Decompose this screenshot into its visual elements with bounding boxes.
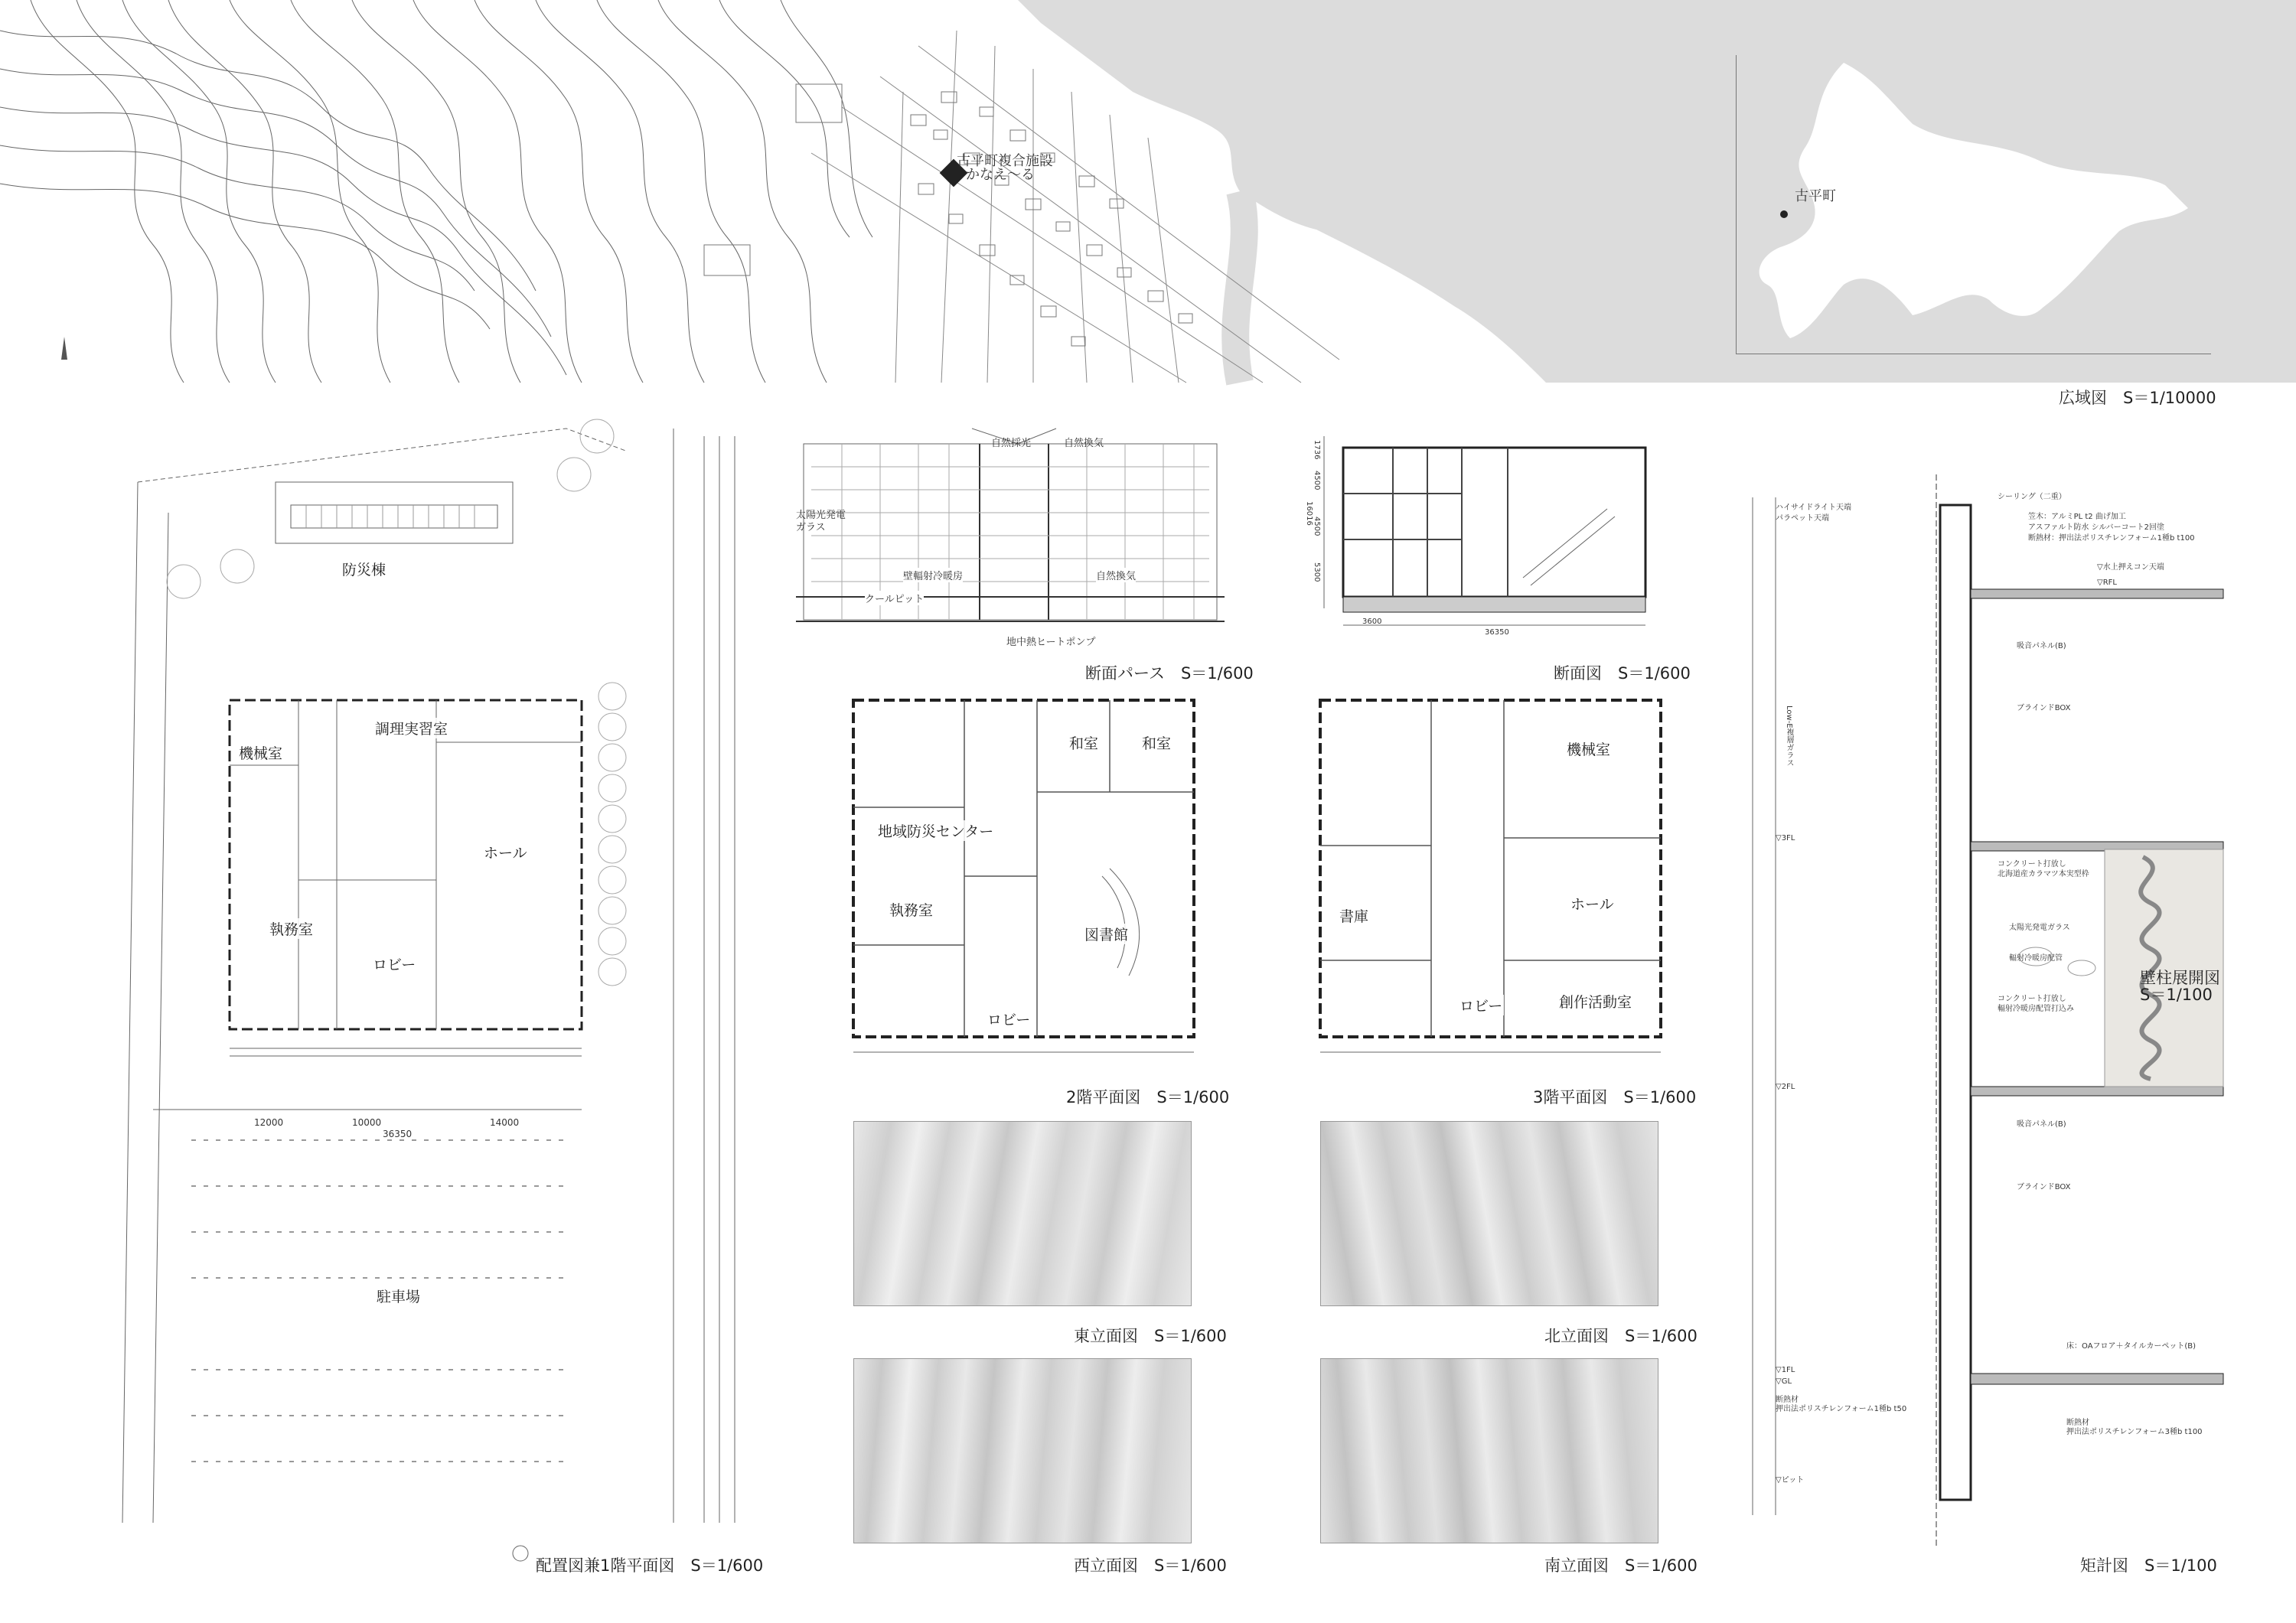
column-detail-scale: S＝1/100 [2140, 986, 2213, 1004]
west-elevation [853, 1358, 1192, 1543]
f2-office: 執務室 [888, 899, 934, 920]
detail-solar-glass: 太陽光発電ガラス [2009, 924, 2070, 932]
north-elev-title: 北立面図 S＝1/600 [1544, 1327, 1698, 1345]
detail-radiant-pipe: 輻射冷暖房配管 [2009, 954, 2063, 963]
detail-3fl: ▽3FL [1776, 834, 1795, 842]
hall-label: ホール [482, 842, 529, 862]
site-plan-svg [77, 406, 750, 1546]
floor3-svg [1316, 693, 1668, 1075]
sec-dim-bay: 3600 [1362, 618, 1382, 626]
f3-studio: 創作活動室 [1557, 991, 1633, 1012]
sec-dim-c: 5300 [1313, 562, 1321, 582]
detail-insul-2: 断熱材 [2066, 1419, 2089, 1427]
natural-vent-2-label: 自然換気 [1096, 568, 1136, 582]
site-dim-1: 12000 [254, 1117, 284, 1128]
f2-japanese-1: 和室 [1068, 732, 1100, 753]
site-dim-3: 14000 [490, 1117, 520, 1128]
lobby-label: ロビー [371, 953, 417, 974]
section-svg [1270, 425, 1668, 654]
detail-concrete-3: コンクリート打放し [1998, 995, 2066, 1003]
solar-glass-label-1: 太陽光発電 [796, 510, 846, 521]
detail-concrete-2: 北海道産カラマツ本実型枠 [1998, 870, 2089, 878]
detail-floor-finish: 床：OAフロア＋タイルカーペット(B) [2066, 1342, 2196, 1351]
east-elev-title: 東立面図 S＝1/600 [1074, 1327, 1227, 1345]
detail-concrete-1: コンクリート打放し [1998, 860, 2066, 869]
south-elevation [1320, 1358, 1658, 1543]
east-elevation [853, 1121, 1192, 1306]
detail-pit: ▽ピット [1776, 1476, 1805, 1484]
section-perspective-title: 断面パース S＝1/600 [1085, 664, 1254, 683]
detail-parapet: パラペット天端 [1776, 514, 1829, 523]
detail-insul-1: 断熱材 [1776, 1396, 1799, 1404]
disaster-bldg-label: 防災棟 [341, 559, 387, 579]
f3-machine: 機械室 [1565, 738, 1612, 759]
f2-lobby: ロビー [986, 1009, 1032, 1029]
detail-1fl: ▽1FL [1776, 1366, 1795, 1374]
detail-skylight: ハイサイドライト天端 [1776, 504, 1851, 512]
sec-dim-total-v: 16016 [1305, 501, 1313, 526]
machine-room-label: 機械室 [237, 742, 284, 763]
geothermal-label: 地中熱ヒートポンプ [1006, 637, 1096, 648]
detail-concrete-4: 輻射冷暖房配管打込み [1998, 1005, 2074, 1013]
north-elevation [1320, 1121, 1658, 1306]
floor3-plan [1316, 693, 1668, 1075]
detail-rsl: ▽水上押えコン天端 [2097, 563, 2164, 572]
facility-label-1: 古平町複合施設 [957, 153, 1053, 169]
parking-label: 駐車場 [375, 1286, 422, 1306]
west-elev-title: 西立面図 S＝1/600 [1074, 1556, 1227, 1575]
wall-detail-title: 矩計図 S＝1/100 [2080, 1556, 2217, 1575]
f2-library: 図書館 [1083, 924, 1130, 944]
wide-area-title: 広域図 S＝1/10000 [2059, 389, 2216, 407]
solar-glass-label-2: ガラス [796, 522, 826, 533]
section-drawing [1270, 425, 1668, 654]
south-elev-title: 南立面図 S＝1/600 [1544, 1556, 1698, 1575]
section-title: 断面図 S＝1/600 [1554, 664, 1691, 683]
hokkaido-inset [1736, 55, 2211, 354]
radiant-label: 壁輻射冷暖房 [903, 568, 963, 582]
office-label: 執務室 [268, 918, 315, 939]
town-dot [1780, 210, 1788, 218]
column-detail-title: 壁柱展開図 [2140, 969, 2220, 987]
floor2-title: 2階平面図 S＝1/600 [1066, 1088, 1230, 1106]
f3-lobby: ロビー [1458, 995, 1504, 1015]
f3-hall: ホール [1569, 893, 1616, 914]
detail-2fl: ▽2FL [1776, 1083, 1795, 1091]
wide-area-map [0, 0, 2296, 383]
wall-detail-svg [1745, 474, 2227, 1546]
detail-blind-2: ブラインドBOX [2017, 1183, 2071, 1191]
detail-low-e-1: Low-E複層ガラス [1785, 706, 1793, 767]
detail-roof-2: アスファルト防水 シルバーコート2回塗 [2028, 523, 2164, 532]
detail-sealing: シーリング（二重） [1998, 493, 2066, 501]
detail-roof-1: 笠木：アルミPL t2 曲げ加工 [2028, 513, 2126, 521]
site-dim-2: 10000 [352, 1117, 382, 1128]
natural-vent-label: 自然換気 [1064, 438, 1104, 449]
detail-rfl: ▽RFL [2097, 578, 2117, 587]
cooking-room-label: 調理実習室 [373, 718, 449, 738]
sec-dim-top: 1736 [1313, 440, 1321, 460]
cool-pit-label: クールピット [865, 591, 924, 605]
natural-light-label: 自然採光 [991, 438, 1032, 449]
wall-detail [1745, 474, 2227, 1546]
section-perspective [796, 413, 1225, 650]
site-plan [77, 406, 750, 1546]
facility-label-2: かなえ～る [966, 167, 1035, 183]
sec-dim-total: 36350 [1485, 628, 1509, 637]
north-arrow-icon [61, 337, 67, 360]
f2-japanese-2: 和室 [1140, 732, 1172, 753]
detail-insul-1b: 押出法ポリスチレンフォーム1種b t50 [1776, 1405, 1907, 1413]
detail-insul-2b: 押出法ポリスチレンフォーム3種b t100 [2066, 1428, 2203, 1436]
f3-stacks: 書庫 [1338, 905, 1370, 926]
site-plan-title: 配置図兼1階平面図 S＝1/600 [536, 1556, 764, 1575]
detail-absorb-1: 吸音パネル(B) [2017, 642, 2066, 650]
detail-blind-1: ブラインドBOX [2017, 704, 2071, 712]
site-dim-total: 36350 [383, 1129, 413, 1139]
detail-roof-3: 断熱材：押出法ポリスチレンフォーム1種b t100 [2028, 534, 2195, 543]
detail-gl: ▽GL [1776, 1377, 1792, 1386]
detail-absorb-2: 吸音パネル(B) [2017, 1120, 2066, 1129]
town-label: 古平町 [1795, 188, 1836, 204]
floor3-title: 3階平面図 S＝1/600 [1533, 1088, 1697, 1106]
sec-dim-a: 4500 [1313, 471, 1321, 490]
f2-disaster-center: 地域防災センター [876, 820, 995, 841]
floor2-plan [850, 693, 1202, 1075]
sec-dim-b: 4500 [1313, 517, 1321, 536]
